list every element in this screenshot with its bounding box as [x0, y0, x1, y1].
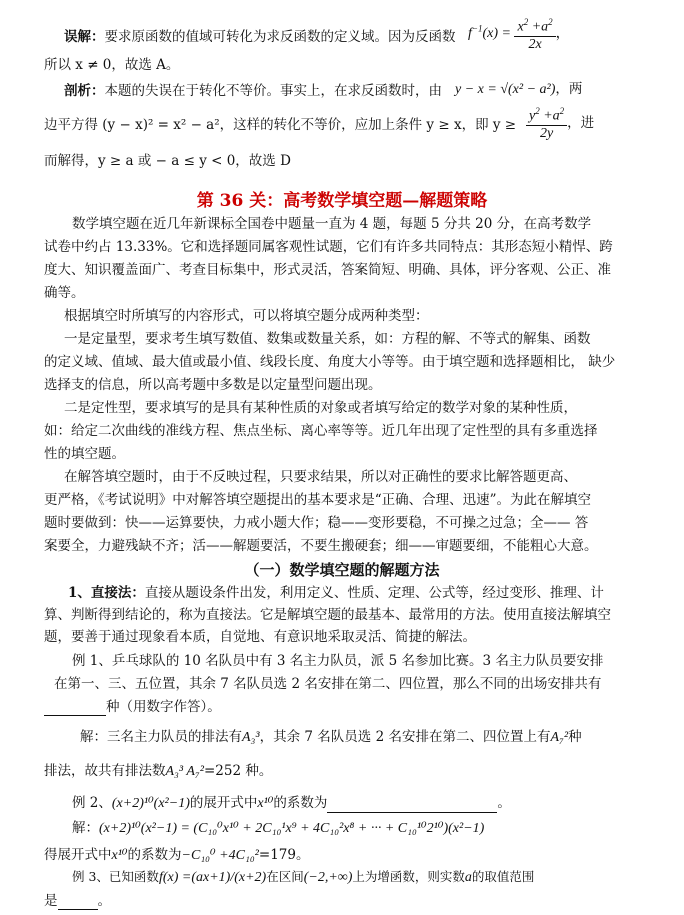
- analysis-tail: ，两: [555, 81, 583, 97]
- example1-sol1a: 解：三名主力队员的排法有: [80, 729, 242, 745]
- intro-line-5: 一是定量型，要求考生填写数值、数集或数量关系，如：方程的解、不等式的解集、函数: [64, 331, 591, 347]
- method1-line0: [68, 584, 684, 602]
- example1-line1: 例 1、乒乓球队的 10 名队员中有 3 名主力队员，派 5 名参加比赛。3 名主力队员要安排: [72, 653, 604, 669]
- example2-line1c: 的系数为: [273, 795, 328, 811]
- example3-interval: (−2,+∞): [303, 870, 353, 885]
- example1-sol2-expr: A₃³ A₇²: [165, 764, 204, 779]
- example2-line1: [72, 794, 684, 813]
- example2-sol2a: 得展开式中: [44, 847, 112, 863]
- intro-line-6: 的定义域、值域、最大值或最小值、线段长度、角度大小等等。由于填空题和选择题相比， 缺少: [44, 354, 616, 370]
- analysis-line2b: ，进: [567, 114, 595, 131]
- wrong-solution-line1: [64, 28, 684, 46]
- example3-frac: (ax+1)/(x+2): [191, 870, 267, 885]
- example1-solution1: [80, 728, 684, 747]
- example2-sol1-expr: (x+2)¹⁰(x²−1) = (C₁₀⁰x¹⁰ + 2C₁₀¹x⁹ + 4C₁₀²x⁸ + ··· + C₁₀¹⁰2¹⁰)(x²−1): [99, 821, 485, 836]
- example1-sol1b: ，其余 7 名队员选 2 名安排在第二、四位置上有: [259, 729, 551, 745]
- example2-line1b: 的展开式中: [189, 795, 258, 811]
- intro-line-1: 试卷中约占 13.33%。它和选择题同属客观性试题，它们有许多共同特点：其形态短小精悍、跨: [44, 239, 613, 255]
- example2-sol1a: 解：: [72, 820, 99, 836]
- answer-blank-2[interactable]: [327, 796, 497, 813]
- example3-line1b: 在区间: [266, 869, 304, 884]
- example3-a: a: [464, 870, 472, 885]
- example1-line2: 在第一、三、五位置，其余 7 名队员选 2 名安排在第二、四位置，那么不同的出场安排共有: [54, 676, 602, 692]
- example3-line1a: 例 3、已知函数: [72, 869, 159, 884]
- example2-expr: (x+2)¹⁰(x²−1): [111, 796, 190, 811]
- example3-f: f(x) =: [158, 870, 192, 885]
- example3-line2b: 。: [97, 893, 111, 909]
- intro-line-7: 选择支的信息，所以高考题中多数是以定量型问题出现。: [44, 377, 382, 393]
- example2-solution2: [44, 846, 684, 865]
- wrong-solution-line2: 所以 x ≠ 0，故选 A。: [44, 57, 180, 73]
- example3-line1c: 上为增函数，则实数: [352, 869, 465, 884]
- intro-line-11: 在解答填空题时，由于不反映过程，只要求结果，所以对正确性的要求比解答题更高、: [64, 469, 577, 485]
- analysis-formula-text: y − x = √(x² − a²): [455, 82, 556, 97]
- method1-line1: 算、判断得到结论的，称为直接法。它是解填空题的最基本、最常用的方法。使用直接法解填空: [44, 607, 611, 623]
- intro-line-10: 性的填空题。: [44, 446, 125, 462]
- example2-solution1: [72, 819, 684, 838]
- label-wrong: 误解：: [64, 29, 105, 45]
- example2-line1d: 。: [497, 795, 511, 811]
- example3-line1d: 的取值范围: [471, 869, 535, 884]
- example1-solution2: [44, 762, 684, 781]
- intro-line-3: 确等。: [44, 285, 85, 301]
- method1-label: 1、直接法：: [68, 585, 145, 601]
- method1-text-0: 直接从题设条件出发，利用定义、性质、定理、公式等，经过变形、推理、计: [144, 585, 604, 601]
- analysis-line1: [64, 82, 684, 100]
- intro-line-12: 更严格，《考试说明》中对解答填空题提出的基本要求是“正确、合理、迅速”。为此在解填空: [44, 492, 592, 508]
- label-analysis: 剖析：: [64, 83, 105, 99]
- example2-x10: x¹⁰: [257, 796, 274, 811]
- intro-line-2: 度大、知识覆盖面广、考查目标集中，形式灵活，答案简短、明确、具体，评分客观、公正、准: [44, 262, 611, 278]
- intro-line-4: 根据填空时所填写的内容形式，可以将填空题分成两种类型：: [64, 308, 429, 324]
- intro-line-14: 案要全，力避残缺不齐；活——解题要活，不要生搬硬套；细——审题要细，不能粗心大意。: [44, 538, 598, 554]
- example2-sol2-x10: x¹⁰: [111, 848, 128, 863]
- example1-sol2a: 排法，故共有排法数: [44, 763, 166, 779]
- intro-line-13: 题时要做到：快——运算要快，力戒小题大作；稳——变形要稳，不可操之过急；全—— 答: [44, 515, 589, 531]
- section-subtitle: （一）数学填空题的解题方法: [244, 561, 440, 579]
- example3-line2: [44, 892, 684, 910]
- intro-line-9: 如：给定二次曲线的准线方程、焦点坐标、离心率等等。近几年出现了定性型的具有多重选择: [44, 423, 598, 439]
- example3-line2a: 是: [44, 893, 58, 909]
- intro-line-8: 二是定性型，要求填写的是具有某种性质的对象或者填写给定的数学对象的某种性质，: [64, 400, 577, 416]
- example2-sol2-expr: −C₁₀⁰ +4C₁₀²: [181, 848, 259, 863]
- example1-A33: A₃³: [242, 730, 260, 745]
- example3-line1: [72, 868, 684, 887]
- analysis-line3: 而解得，y ≥ a 或 − a ≤ y < 0，故选 D: [44, 153, 291, 169]
- intro-line-0: 数学填空题在近几年新课标全国卷中题量一直为 4 题，每题 5 分共 20 分，在高考数学: [72, 216, 592, 232]
- wrong-tail: ，: [555, 25, 570, 42]
- analysis-frac: $\frac{y^2 +a^2}{2y}$ ，进: [526, 103, 594, 142]
- page-title: 第 36 关：高考数学填空题—解题策略: [196, 191, 488, 211]
- example2-sol2c: =179。: [258, 847, 310, 863]
- analysis-text: 本题的失误在于转化不等价。事实上，在求反函数时，由: [104, 83, 442, 99]
- analysis-line2: [44, 116, 516, 134]
- example1-A72: A₇²: [550, 730, 569, 745]
- wrong-text: 要求原函数的值域可转化为求反函数的定义域。因为反函数: [104, 29, 456, 45]
- analysis-line2a: 边平方得 (y − x)² = x² − a²，这样的转化不等价，应加上条件 y ≥ x，即 y ≥: [44, 117, 517, 133]
- example2-sol2b: 的系数为: [127, 847, 182, 863]
- example1-sol1c: 种: [568, 729, 582, 745]
- method1-line2: 题，要善于通过现象看本质，自觉地、有意识地采取灵活、简捷的解法。: [44, 629, 476, 645]
- example1-line3-text: 种（用数字作答）。: [106, 699, 221, 715]
- example2-line1a: 例 2、: [72, 795, 112, 811]
- example1-line3: [44, 698, 684, 716]
- answer-blank-1[interactable]: [44, 699, 106, 716]
- answer-blank-3[interactable]: [58, 893, 98, 910]
- analysis-formula: [455, 80, 582, 99]
- wrong-formula: $f^{-1}(x)$ = $\frac{x^2 +a^2}{2x}$ ，: [468, 14, 570, 53]
- example1-sol2b: =252 种。: [203, 763, 273, 779]
